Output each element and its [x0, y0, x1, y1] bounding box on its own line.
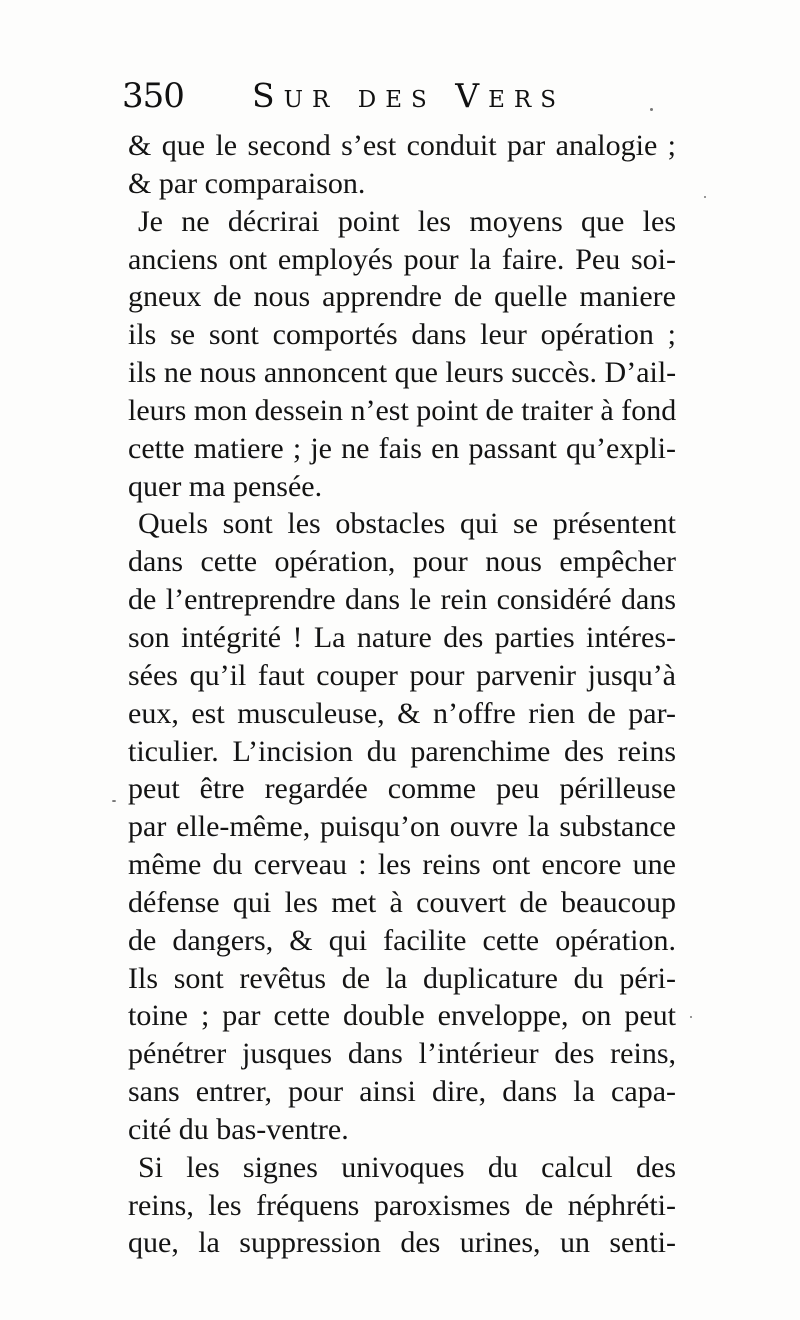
text-line: peut être regardée comme peu périlleuse	[128, 772, 676, 806]
body-text	[128, 127, 676, 1262]
text-line: toine ; par cette double enveloppe, on peut	[128, 999, 676, 1033]
text-line: de l’entreprendre dans le rein considéré dans	[128, 583, 676, 617]
text-line: sées qu’il faut couper pour parvenir jusqu’à	[128, 658, 676, 692]
paper-speck	[112, 800, 116, 802]
text-line: son intégrité ! La nature des parties intéres-	[128, 620, 676, 654]
text-line: leurs mon dessein n’est point de traiter à fond	[128, 393, 677, 427]
text-line: reins, les fréquens paroxismes de néphréti-	[128, 1188, 676, 1222]
text-line: quer ma pensée.	[128, 469, 323, 503]
paper-speck	[690, 1016, 692, 1018]
text-line: ticulier. L’incision du parenchime des reins	[128, 734, 676, 768]
paper-speck	[650, 108, 653, 111]
text-line: dans cette opération, pour nous empêcher	[128, 545, 676, 579]
paper-speck	[704, 196, 706, 198]
text-line: ils ne nous annoncent que leurs succès. D’ail-	[128, 356, 677, 390]
text-line: eux, est musculeuse, & n’offre rien de par-	[128, 696, 676, 730]
running-title: Sur des Vers	[252, 76, 565, 115]
text-line: gneux de nous apprendre de quelle maniere	[128, 280, 676, 314]
text-line: par elle-même, puisqu’on ouvre la substance	[128, 810, 676, 844]
text-line: Je ne décrirai point les moyens que les	[138, 204, 676, 238]
text-line: Si les signes univoques du calcul des	[138, 1150, 676, 1184]
text-line: Quels sont les obstacles qui se présentent	[138, 507, 676, 541]
text-line: défense qui les met à couvert de beaucoup	[128, 885, 676, 919]
text-line: cité du bas-ventre.	[128, 1112, 349, 1146]
page-number: 350	[122, 76, 184, 116]
text-line: pénétrer jusques dans l’intérieur des reins,	[128, 1037, 676, 1071]
text-line: anciens ont employés pour la faire. Peu soi-	[128, 242, 676, 276]
text-line: même du cerveau : les reins ont encore une	[128, 848, 676, 882]
text-line: de dangers, & qui facilite cette opération.	[128, 923, 676, 957]
text-line: & que le second s’est conduit par analogie ;	[128, 129, 676, 162]
text-line: ils se sont comportés dans leur opération ;	[128, 318, 676, 352]
text-line: cette matiere ; je ne fais en passant qu’expli-	[128, 431, 676, 465]
text-line: & par comparaison.	[128, 166, 366, 200]
text-line: Ils sont revêtus de la duplicature du péri-	[128, 961, 676, 995]
text-line: que, la suppression des urines, un senti-	[128, 1226, 676, 1260]
page-header	[118, 76, 678, 126]
text-line: sans entrer, pour ainsi dire, dans la capa-	[128, 1075, 676, 1109]
